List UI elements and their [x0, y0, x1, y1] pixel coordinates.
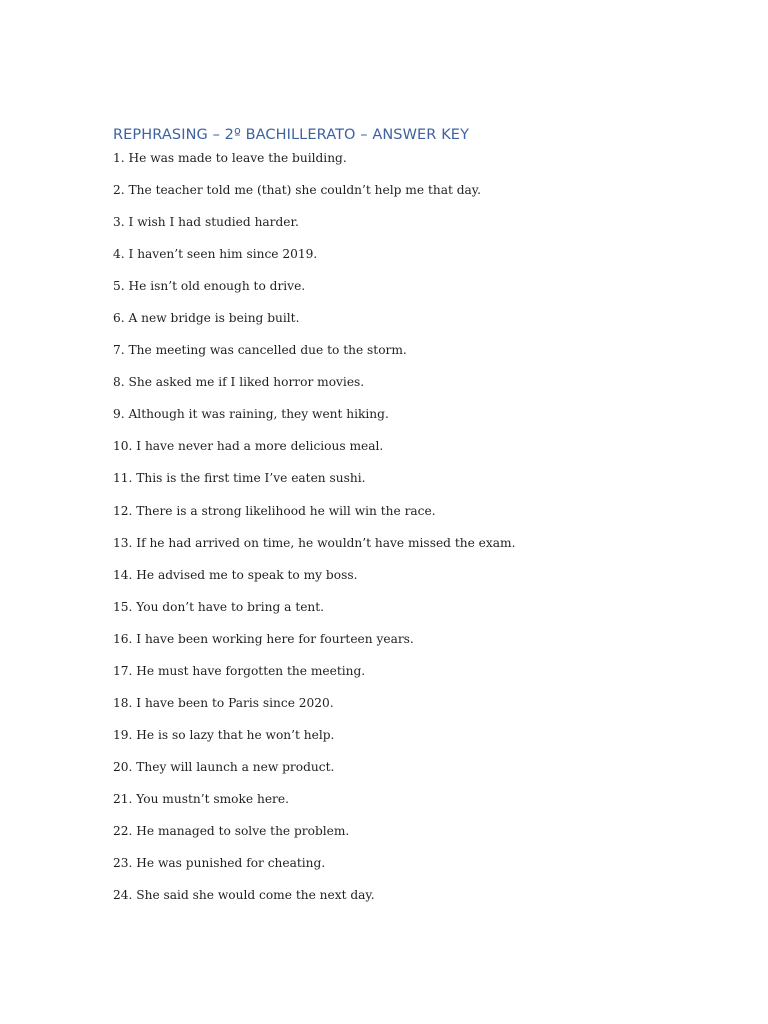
answer-item: 22. He managed to solve the problem.: [113, 823, 350, 838]
answer-item: 4. I haven’t seen him since 2019.: [113, 247, 318, 262]
answer-item: 24. She said she would come the next day.: [113, 888, 375, 903]
answer-item: 10. I have never had a more delicious meal.: [113, 439, 384, 454]
answer-item: 6. A new bridge is being built.: [113, 311, 300, 326]
answer-item: 9. Although it was raining, they went hiking.: [113, 407, 389, 422]
answer-item: 2. The teacher told me (that) she couldn’t help me that day.: [113, 183, 481, 198]
answer-item: 12. There is a strong likelihood he will win the race.: [113, 503, 436, 518]
answer-item: 17. He must have forgotten the meeting.: [113, 663, 366, 678]
answer-item: 7. The meeting was cancelled due to the storm.: [113, 343, 407, 358]
answer-item: 16. I have been working here for fourteen years.: [113, 631, 414, 646]
answer-item: 1. He was made to leave the building.: [113, 151, 347, 165]
answer-item: 11. This is the first time I’ve eaten sushi.: [113, 471, 366, 486]
document-title: REPHRASING – 2º BACHILLERATO – ANSWER KEY: [113, 127, 470, 143]
answer-item: 8. She asked me if I liked horror movies.: [113, 375, 365, 390]
answer-item: 13. If he had arrived on time, he wouldn’t have missed the exam.: [113, 535, 516, 550]
answer-item: 20. They will launch a new product.: [113, 759, 335, 774]
answer-item: 21. You mustn’t smoke here.: [113, 791, 289, 806]
answer-item: 3. I wish I had studied harder.: [113, 215, 299, 230]
answer-item: 23. He was punished for cheating.: [113, 856, 326, 871]
answer-item: 19. He is so lazy that he won’t help.: [113, 727, 335, 742]
answer-item: 18. I have been to Paris since 2020.: [113, 695, 334, 710]
answer-list: [113, 148, 515, 917]
answer-item: 15. You don’t have to bring a tent.: [113, 599, 325, 614]
answer-item: 5. He isn’t old enough to drive.: [113, 279, 306, 294]
answer-item: 14. He advised me to speak to my boss.: [113, 567, 358, 582]
